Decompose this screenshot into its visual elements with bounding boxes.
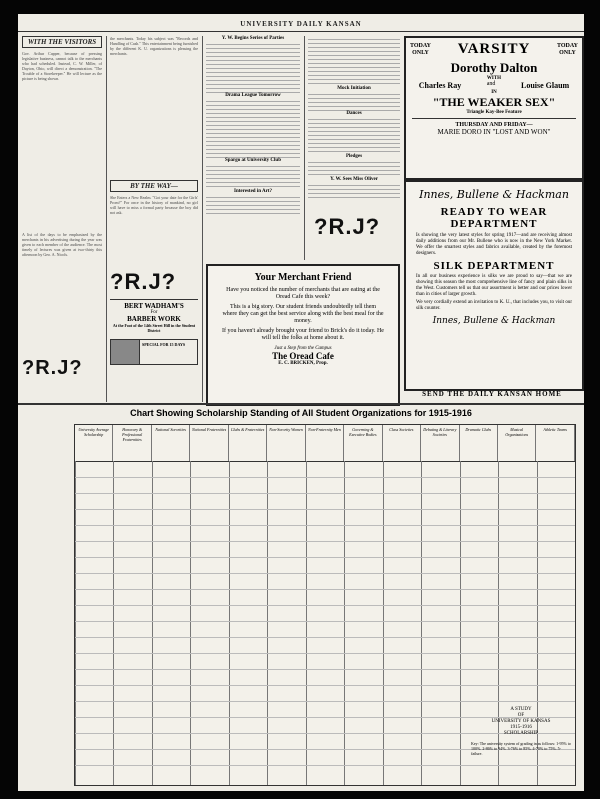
chart-grid-line (75, 541, 575, 542)
varsity-in: IN (491, 90, 497, 95)
chart-column-headers (75, 425, 575, 462)
masthead: UNIVERSITY DAILY KANSAN (240, 20, 362, 28)
varsity-with: WITH (486, 76, 502, 81)
scholarship-chart (74, 424, 576, 786)
column-3-heading-2: Drama League Tomorrow (225, 93, 281, 98)
merchant-p3: If you haven't already brought your friend to Brick's do it today. He will tell the folks at home about it. (222, 328, 384, 341)
column-4-text-5 (308, 182, 400, 198)
chart-title: Chart Showing Scholarship Standing of All Student Organizations for 1915-1916 (130, 408, 472, 418)
varsity-actor-1: Charles Ray (418, 81, 462, 90)
varsity-only-right: ONLY (559, 49, 576, 56)
chart-grid-line (75, 493, 575, 494)
innes-logo: Innes, Bullene & Hackman (419, 188, 569, 201)
chart-column-header: Debating & Literary Societies (421, 425, 459, 461)
innes-title-3: SILK DEPARTMENT (433, 260, 555, 272)
special-ad-text: SPECIAL FOR 15 DAYS (142, 342, 186, 347)
chart-grid-line (75, 701, 575, 702)
column-divider (106, 36, 107, 402)
chart-column-header: Musical Organizations (498, 425, 536, 461)
chart-grid-line (75, 525, 575, 526)
study-university: UNIVERSITY OF KANSAS (491, 719, 551, 724)
varsity-title: VARSITY (457, 41, 531, 57)
rj-ad-col4: ?R.J? (314, 214, 381, 239)
study-of: OF (517, 713, 525, 718)
column-3-text-2 (206, 98, 300, 158)
column-4-heading-3: Pledges (345, 154, 363, 159)
chart-column-header: Honorary & Professional Fraternities (113, 425, 151, 461)
innes-ad (404, 180, 584, 391)
masthead-rule (18, 31, 584, 32)
column-4-text (308, 36, 400, 86)
column-3-text-4 (206, 194, 300, 214)
column-2-text-2: She Enters a New Realm. "Got your date for the Girls' Prom?" For once in the history of mankind, no girl will have to miss a formal party because the boy did not ask. (110, 195, 198, 215)
study-word: SCHOLARSHIP (503, 731, 539, 736)
wadham-title: BERT WADHAM'S (124, 302, 184, 310)
chart-grid-line (75, 477, 575, 478)
rj-ad-col2: ?R.J? (110, 269, 177, 294)
chart-grid-line (75, 637, 575, 638)
varsity-ad (404, 36, 584, 180)
chart-grid-line (75, 765, 575, 766)
chart-column-header: Athletic Teams (536, 425, 574, 461)
column-3-heading-1: Y. W. Begins Series of Parties (221, 36, 285, 41)
innes-p2: In all our business experience is silks we are proud to say—that we are showing this season the most comprehensive line of fancy and plain silks in the West. Customers tell us that our assortment is better and our prices lower than in cities of larger growth. (416, 274, 572, 297)
column-4-text-2 (308, 91, 400, 111)
chart-column-header: Non-Fraternity Men (306, 425, 344, 461)
column-4 (308, 36, 400, 206)
merchant-p2: This is a big story. Our student friends undoubtedly tell them where they can get the best service along with the best meal for the money. (222, 304, 384, 324)
study-years: 1915-1916 (510, 725, 532, 730)
varsity-star: Dorothy Dalton (450, 60, 538, 75)
varsity-subtitle: Triangle Kay-Bee Feature (466, 110, 522, 115)
chart-grid-line (75, 605, 575, 606)
column-4-heading-1: Mock Initiation (337, 86, 371, 91)
column-4-text-4 (308, 159, 400, 177)
chart-column-header: Dramatic Clubs (460, 425, 498, 461)
chart-column-header: Clubs & Fraternities (229, 425, 267, 461)
special-ad-image (111, 340, 140, 364)
innes-title-1: READY TO WEAR (440, 206, 548, 218)
study-key: Key: The university system of grading in as follows: 1-95% to 100%. 2-86% to 94%. 3-76% to 85%. 4-70% to 75%. 5-failure. (471, 741, 571, 756)
innes-title-2: DEPARTMENT (450, 218, 538, 230)
varsity-film: "THE WEAKER SEX" (432, 95, 556, 109)
column-1-text: Gov. Arthur Capper, because of pressing legislative business, cannot talk to the merchants who had scheduled. Instead, C. W. Miller, of Dayton, Ohio, will direct a demonstration. "The Trouble of a Storekeeper." He will lecture as the picture is being shown. (22, 51, 102, 81)
column-2-header: BY THE WAY— (110, 180, 198, 192)
merchant-tagline: Just a Step from the Campus (274, 346, 332, 351)
column-3 (206, 36, 300, 261)
varsity-today-right: TODAY (556, 42, 578, 49)
newspaper-page (18, 14, 584, 791)
chart-column-header: Governing & Executive Bodies (344, 425, 382, 461)
wadham-line: BARBER WORK (127, 315, 181, 323)
varsity-only-left: ONLY (412, 49, 429, 56)
varsity-rule (412, 118, 576, 119)
column-2 (110, 36, 198, 402)
varsity-next: MARIE DORO IN "LOST AND WON" (437, 128, 551, 136)
column-3-text-3 (206, 163, 300, 189)
column-divider (202, 36, 203, 402)
chart-column-header: Class Societies (383, 425, 421, 461)
innes-p1: Is showing the very latest styles for spring 1917—and are receiving almost daily additions from our Mr. Bullene who is now in the New York Market. We offer the smartest styles and fabrics available, created by the foremost designers. (416, 233, 572, 256)
merchant-title: Your Merchant Friend (254, 272, 352, 283)
special-ad (110, 339, 198, 365)
column-4-heading-4: Y. W. Sees Miss Oliver (330, 177, 378, 182)
chart-grid-line (75, 669, 575, 670)
chart-grid-line (75, 557, 575, 558)
varsity-today-left: TODAY (410, 42, 432, 49)
column-3-heading-4: Interested in Art? (234, 189, 272, 194)
column-4-text-3 (308, 116, 400, 154)
study-title: A STUDY (510, 707, 532, 712)
column-divider (304, 36, 305, 260)
chart-column-header: University Average Scholarship (75, 425, 113, 461)
column-3-text (206, 41, 300, 93)
varsity-actor-2: Louise Glaum (520, 81, 570, 90)
chart-grid-line (75, 509, 575, 510)
wadham-for: For (150, 310, 158, 315)
chart-column-header: National Fraternities (190, 425, 228, 461)
chart-study-box (471, 707, 571, 756)
innes-signature: Innes, Bullene & Hackman (432, 316, 556, 326)
wadham-address: At the Foot of the 14th Street Hill in the Student District (112, 323, 196, 333)
merchant-p1: Have you noticed the number of merchants that are eating at the Oread Cafe this week? (226, 287, 380, 300)
column-2-text: the merchants. Today his subject was "Records and Handling of Cash." This entertainment being furnished by the different K. U. organizations is pleasing the merchants. (110, 36, 198, 56)
varsity-and: and (486, 81, 496, 87)
wadham-ad (110, 299, 198, 333)
chart-grid-line (75, 573, 575, 574)
send-home-line: SEND THE DAILY KANSAN HOME (422, 390, 562, 398)
chart-grid-line (75, 589, 575, 590)
column-1-header: WITH THE VISITORS (22, 36, 102, 48)
column-3-heading-3: Spargo at University Club (225, 158, 281, 163)
chart-column-header: Non-Sorority Women (267, 425, 305, 461)
innes-p3: We very cordially extend an invitation to K. U., that includes you, to visit our silk counter. (416, 300, 572, 311)
chart-grid-line (75, 653, 575, 654)
column-1 (22, 36, 102, 401)
column-4-heading-2: Dances (346, 111, 362, 116)
rj-ad-col1: ?R.J? (22, 357, 83, 379)
varsity-days: THURSDAY AND FRIDAY— (455, 122, 533, 128)
merchant-proprietor: E. C. BRICKEN, Prop. (278, 361, 328, 366)
chart-column-header: National Sororities (152, 425, 190, 461)
merchant-cafe-name: The Oread Cafe (272, 351, 334, 361)
chart-top-rule (18, 403, 584, 405)
column-1-text-2: A list of the days to be emphasized by the merchants in his advertising during the year was given to each member of the audience. The most timely of lectures was given at two-thirty this afternoon by Geo. A. Nicols. (22, 232, 102, 257)
merchant-friend-ad (206, 264, 400, 406)
chart-grid-line (75, 685, 575, 686)
chart-grid-line (75, 621, 575, 622)
